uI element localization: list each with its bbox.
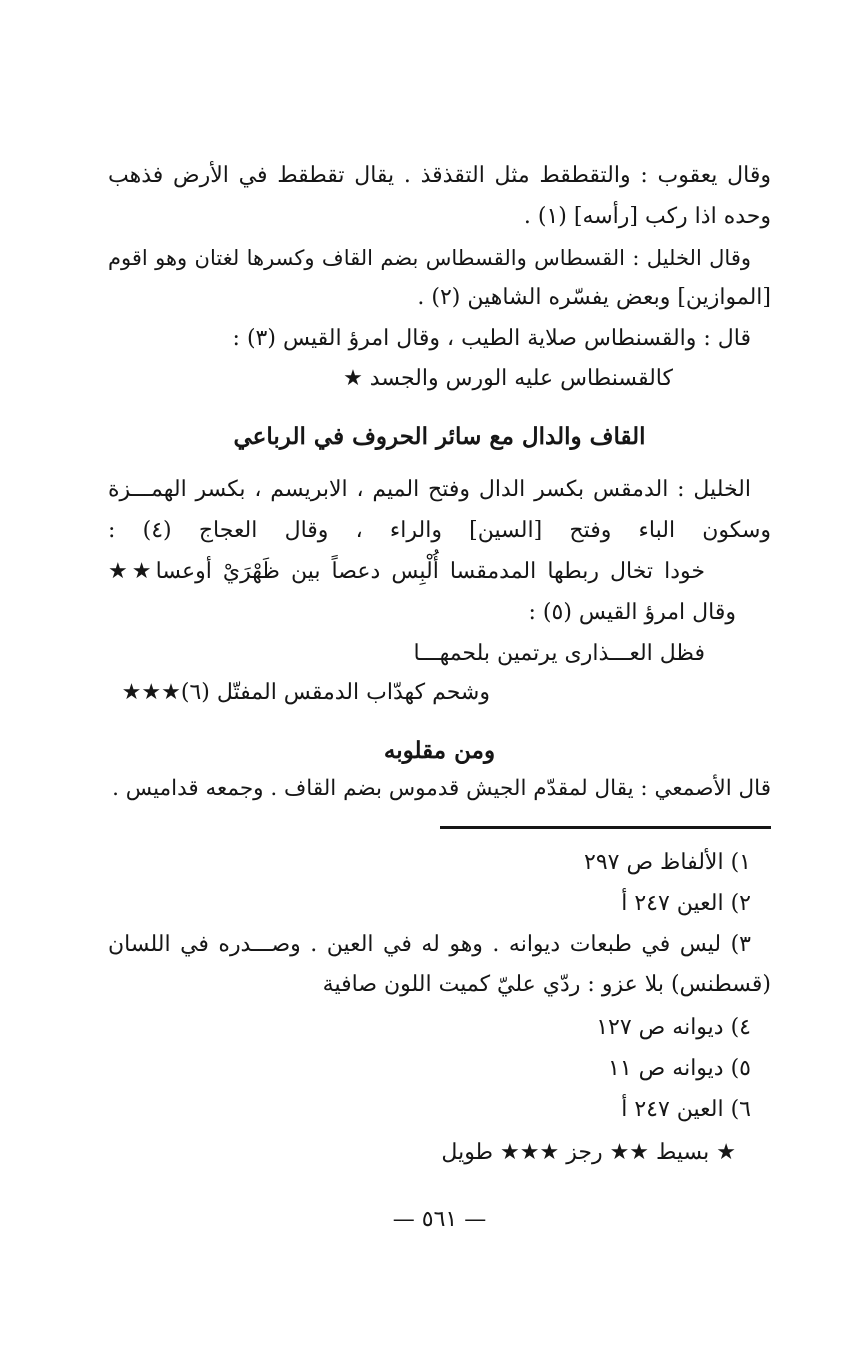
footnote: (قسطنس) بلا عزو : ردّي عليّ كميت اللون صافية bbox=[322, 972, 771, 997]
verse-line: خودا تخال ربطها المدمقسا أُلْبِس دعصاً بين ظَهْرَيْ أوعسا★★ bbox=[108, 559, 705, 584]
footnote: ٣) ليس في طبعات ديوانه . وهو له في العين . وصـــدره في اللسان bbox=[108, 932, 751, 957]
footnote: ٥) ديوانه ص ١١ bbox=[608, 1056, 751, 1081]
body-line: الخليل : الدمقس بكسر الدال وفتح الميم ، الابريسم ، بكسر الهمـــزة bbox=[108, 477, 751, 502]
body-line: وقال امرؤ القيس (٥) : bbox=[528, 600, 736, 625]
footnote: ٢) العين ٢٤٧ أ bbox=[621, 891, 751, 916]
body-line: وحده اذا ركب [رأسه] (١) . bbox=[523, 204, 771, 229]
body-line: [الموازين] وبعض يفسّره الشاهين (٢) . bbox=[417, 285, 771, 310]
meter-key: ★ بسيط ★★ رجز ★★★ طويل bbox=[441, 1140, 736, 1165]
body-line: وسكون الباء وفتح [السين] والراء ، وقال العجاج (٤) : bbox=[108, 518, 771, 543]
section-heading: القاف والدال مع سائر الحروف في الرباعي bbox=[233, 423, 646, 450]
verse-line: وشحم كهدّاب الدمقس المفتّل (٦)★★★ bbox=[121, 680, 490, 705]
footnote: ٦) العين ٢٤٧ أ bbox=[621, 1097, 751, 1122]
body-line: وقال يعقوب : والتقطقط مثل التقذقذ . يقال تقطقط في الأرض فذهب bbox=[108, 163, 771, 188]
footnote: ١) الألفاظ ص ٢٩٧ bbox=[584, 850, 751, 875]
body-line: وقال الخليل : القسطاس والقسطاس بضم القاف وكسرها لغتان وهو اقوم bbox=[108, 246, 751, 270]
verse-line: فظل العـــذارى يرتمين بلحمهـــا bbox=[413, 641, 705, 666]
verse-line: كالقسنطاس عليه الورس والجسد ★ bbox=[343, 366, 673, 391]
body-line: قال الأصمعي : يقال لمقدّم الجيش قدموس بضم القاف . وجمعه قداميس . bbox=[112, 776, 771, 801]
footnote-separator bbox=[440, 826, 771, 829]
body-line: قال : والقسنطاس صلاية الطيب ، وقال امرؤ القيس (٣) : bbox=[232, 326, 751, 351]
section-heading: ومن مقلوبه bbox=[383, 737, 496, 764]
page-number: — ٥٦١ — bbox=[392, 1207, 487, 1232]
footnote: ٤) ديوانه ص ١٢٧ bbox=[596, 1015, 751, 1040]
